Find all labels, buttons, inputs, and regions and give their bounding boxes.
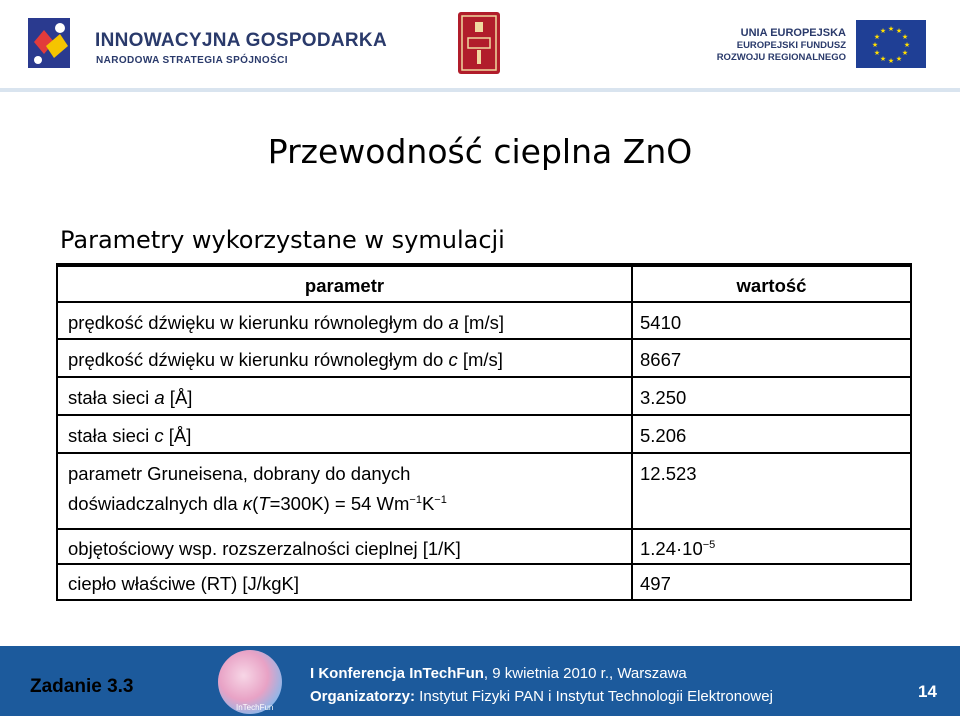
row-name-prefix: stała sieci [68, 425, 155, 446]
table-row [58, 338, 910, 378]
eu-line1: UNIA EUROPEJSKA [740, 27, 846, 39]
svg-text:★: ★ [873, 49, 881, 57]
slide-title: Przewodność cieplna ZnO [267, 132, 693, 171]
row-name-prefix: stała sieci [68, 387, 155, 408]
svg-text:★: ★ [895, 27, 903, 35]
row-value: 5.206 [640, 425, 687, 446]
svg-text:★: ★ [903, 41, 911, 49]
svg-text:★: ★ [887, 25, 895, 33]
row-name-line1: parametr Gruneisena, dobrany do danych [68, 463, 411, 484]
svg-text:★: ★ [873, 33, 881, 41]
eu-line2: EUROPEJSKI FUNDUSZ [736, 40, 846, 51]
value-exponent: −5 [702, 538, 716, 551]
row-name-line2 [68, 487, 447, 517]
eu-logo-text [714, 27, 846, 64]
organizers-names: Instytut Fizyki PAN i Instytut Technologii Elektronowej [415, 688, 773, 705]
table-row [58, 563, 910, 601]
conference-date: , 9 kwietnia 2010 r., Warszawa [483, 665, 687, 682]
value-base: 1.24·10 [640, 538, 703, 559]
row-name [68, 349, 503, 371]
row-name: ciepło właściwe (RT) [J/kgK] [68, 573, 299, 594]
text-part: K [421, 493, 435, 515]
row-name-italic: c [448, 349, 458, 370]
svg-text:★: ★ [895, 55, 903, 63]
slide-subtitle: Parametry wykorzystane w symulacji [60, 226, 505, 254]
eu-line3: ROZWOJU REGIONALNEGO [716, 52, 846, 63]
intechfun-logo-text: InTechFun [236, 703, 274, 712]
row-name [68, 312, 504, 334]
header-parametr: parametr [304, 275, 385, 296]
row-value: 8667 [640, 349, 682, 370]
row-name-italic: c [154, 425, 164, 446]
row-name-suffix: [Å] [163, 425, 192, 446]
page-number: 14 [918, 682, 937, 701]
row-name-suffix: [m/s] [458, 312, 504, 333]
innowacyjna-gospodarka-logo-icon [24, 12, 74, 74]
eu-flag-icon [856, 20, 926, 68]
pl-logo-icon [458, 12, 500, 74]
table-row [58, 528, 910, 565]
row-name-italic: a [154, 387, 165, 408]
row-name-prefix: prędkość dźwięku w kierunku równoległym do [68, 349, 449, 370]
table-header-row [58, 265, 910, 303]
row-name-prefix: prędkość dźwięku w kierunku równoległym do [68, 312, 449, 333]
svg-text:★: ★ [879, 27, 887, 35]
parameters-table [56, 263, 912, 601]
row-name-italic: a [448, 312, 459, 333]
text-part: doświadczalnych dla [68, 493, 243, 515]
svg-text:★: ★ [901, 49, 909, 57]
table-row [58, 414, 910, 454]
row-name-suffix: [Å] [164, 387, 193, 408]
row-name [68, 461, 447, 517]
svg-text:★: ★ [901, 33, 909, 41]
organizers-line [310, 688, 773, 705]
conference-line [310, 665, 687, 682]
row-value: 497 [640, 573, 671, 594]
row-value [640, 538, 715, 560]
organizers-label: Organizatorzy: [310, 688, 416, 705]
row-value: 3.250 [640, 387, 687, 408]
row-name-suffix: [m/s] [457, 349, 503, 370]
svg-text:★: ★ [887, 57, 895, 65]
header-wartosc: wartość [736, 275, 807, 296]
t-symbol: T [258, 493, 270, 515]
conference-name: I Konferencja InTechFun [310, 665, 484, 682]
superscript: −1 [434, 494, 447, 506]
kappa-symbol: κ [242, 493, 253, 515]
svg-text:★: ★ [871, 41, 879, 49]
narodowa-strategia-text: NARODOWA STRATEGIA SPÓJNOŚCI [96, 55, 288, 66]
header-divider [0, 88, 960, 92]
text-part: =300K) = 54 Wm [269, 493, 410, 515]
table-row [58, 376, 910, 416]
table-row [58, 452, 910, 530]
superscript: −1 [409, 494, 422, 506]
task-label: Zadanie 3.3 [30, 676, 134, 697]
innowacyjna-gospodarka-text: INNOWACYJNA GOSPODARKA [95, 30, 387, 51]
row-name [68, 425, 191, 447]
row-value: 5410 [640, 312, 682, 333]
row-name [68, 387, 192, 409]
table-row [58, 301, 910, 340]
svg-text:★: ★ [879, 55, 887, 63]
row-value: 12.523 [640, 463, 697, 484]
text-part: ( [252, 493, 259, 515]
row-name: objętościowy wsp. rozszerzalności cieplnej [1/K] [68, 538, 461, 559]
